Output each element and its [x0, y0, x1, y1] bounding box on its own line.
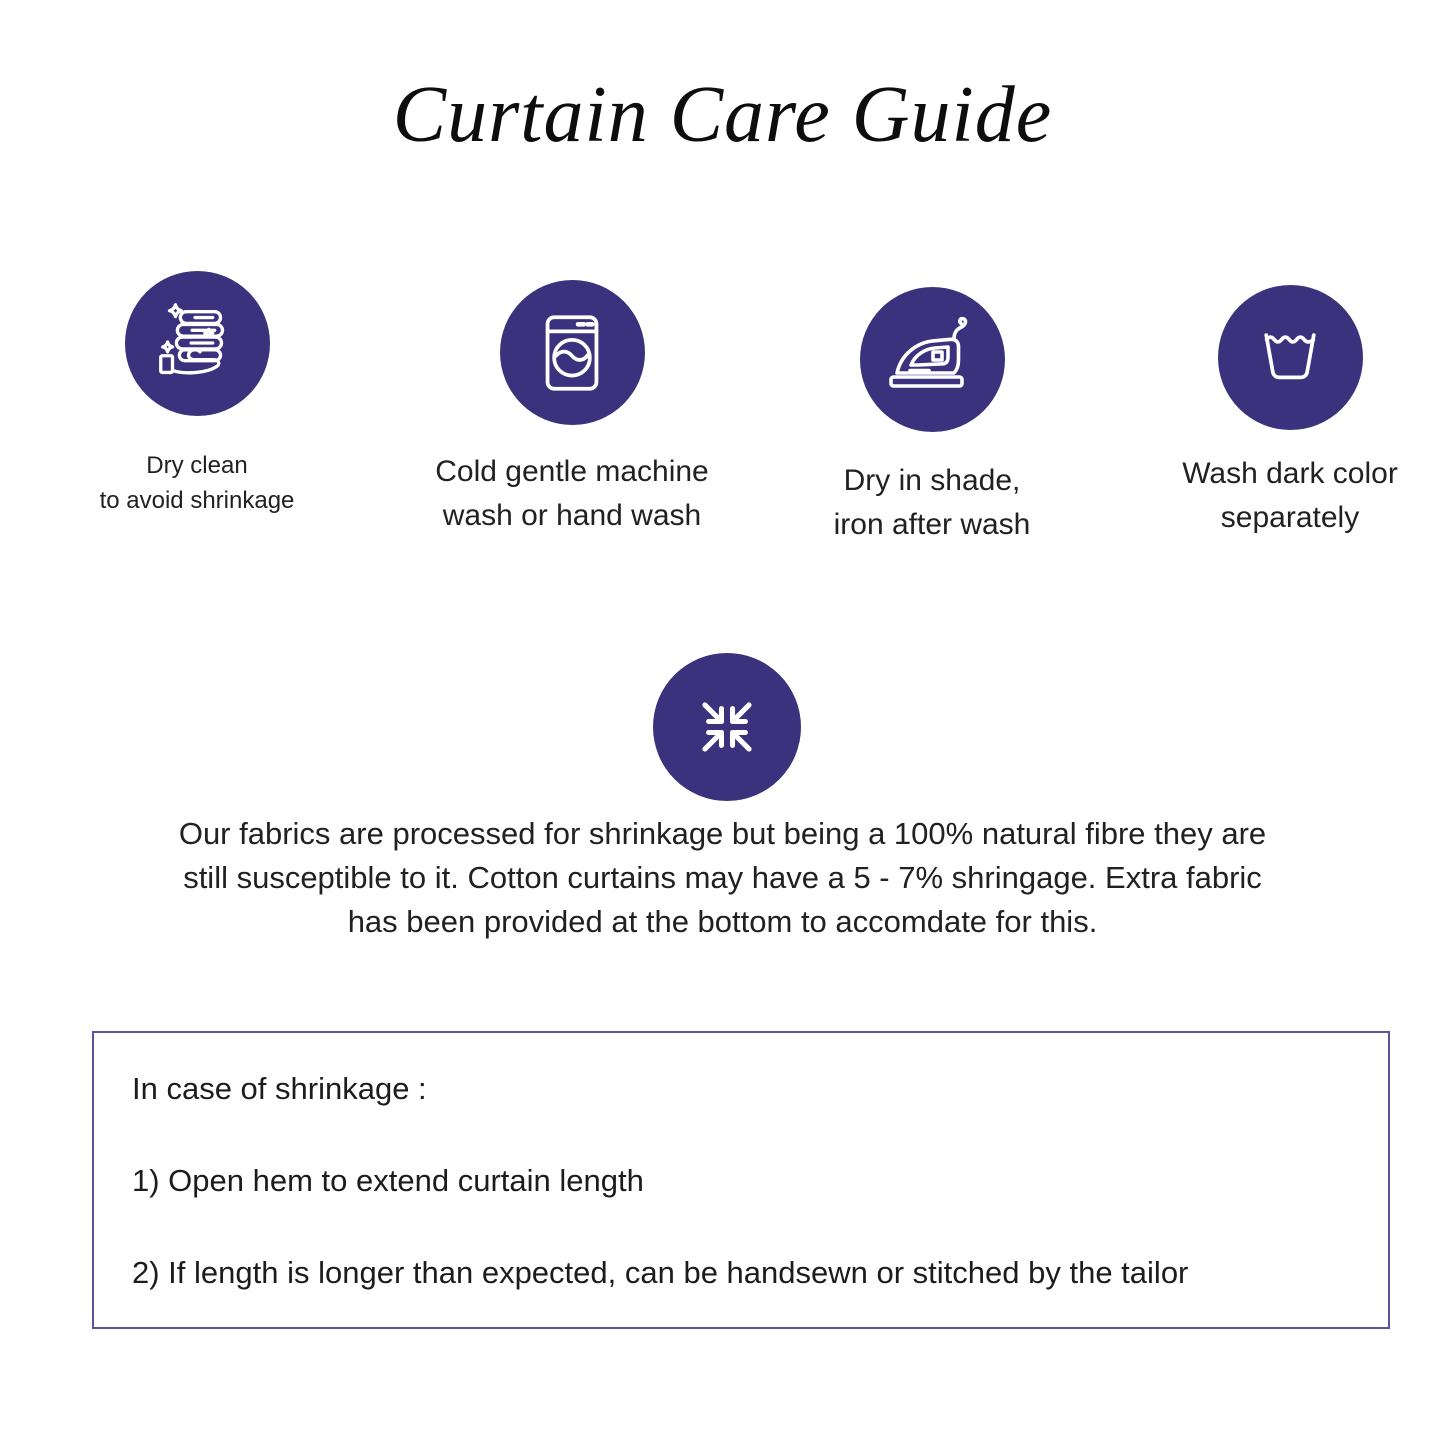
box-item-1: 1) Open hem to extend curtain length	[132, 1163, 644, 1198]
care-item-machine-wash	[392, 280, 752, 537]
caption-line: iron after wash	[833, 507, 1031, 541]
caption-line: wash or hand wash	[442, 498, 702, 532]
shrink-arrows-icon-circle	[653, 653, 801, 801]
care-item-iron	[752, 287, 1112, 546]
caption-line: Dry in shade,	[843, 464, 1021, 497]
care-item-wash-separately	[1110, 285, 1445, 539]
care-caption-wash-separately	[1182, 452, 1398, 539]
caption-line: separately	[1220, 500, 1360, 534]
box-heading: In case of shrinkage :	[132, 1071, 427, 1106]
shrinkage-instructions-box	[92, 1031, 1390, 1329]
machine-wash-icon	[525, 306, 619, 400]
caption-line: Wash dark color	[1182, 457, 1398, 490]
caption-line: Dry clean	[146, 452, 248, 479]
shrink-arrows-icon	[681, 681, 773, 773]
paragraph-line: has been provided at the bottom to accomdate for this.	[347, 904, 1098, 939]
paragraph-line: still susceptible to it. Cotton curtains may have a 5 - 7% shringage. Extra fabric	[183, 860, 1262, 895]
wash-separately-icon-circle	[1218, 285, 1363, 430]
box-item-2: 2) If length is longer than expected, can be handsewn or stitched by the tailor	[132, 1255, 1189, 1290]
dry-clean-icon	[148, 295, 246, 393]
dry-clean-icon-circle	[125, 271, 270, 416]
iron-icon	[882, 310, 982, 410]
machine-wash-icon-circle	[500, 280, 645, 425]
caption-line: Cold gentle machine	[435, 455, 709, 488]
page-title: Curtain Care Guide	[392, 71, 1053, 159]
care-caption-machine-wash	[435, 450, 709, 537]
wash-separately-icon	[1246, 314, 1334, 402]
iron-icon-circle	[860, 287, 1005, 432]
care-item-dry-clean	[17, 271, 377, 519]
shrinkage-paragraph	[0, 812, 1445, 944]
paragraph-line: Our fabrics are processed for shrinkage but being a 100% natural fibre they are	[178, 816, 1267, 851]
caption-line: to avoid shrinkage	[99, 486, 295, 514]
care-caption-iron	[834, 459, 1031, 546]
care-caption-dry-clean	[100, 449, 295, 519]
